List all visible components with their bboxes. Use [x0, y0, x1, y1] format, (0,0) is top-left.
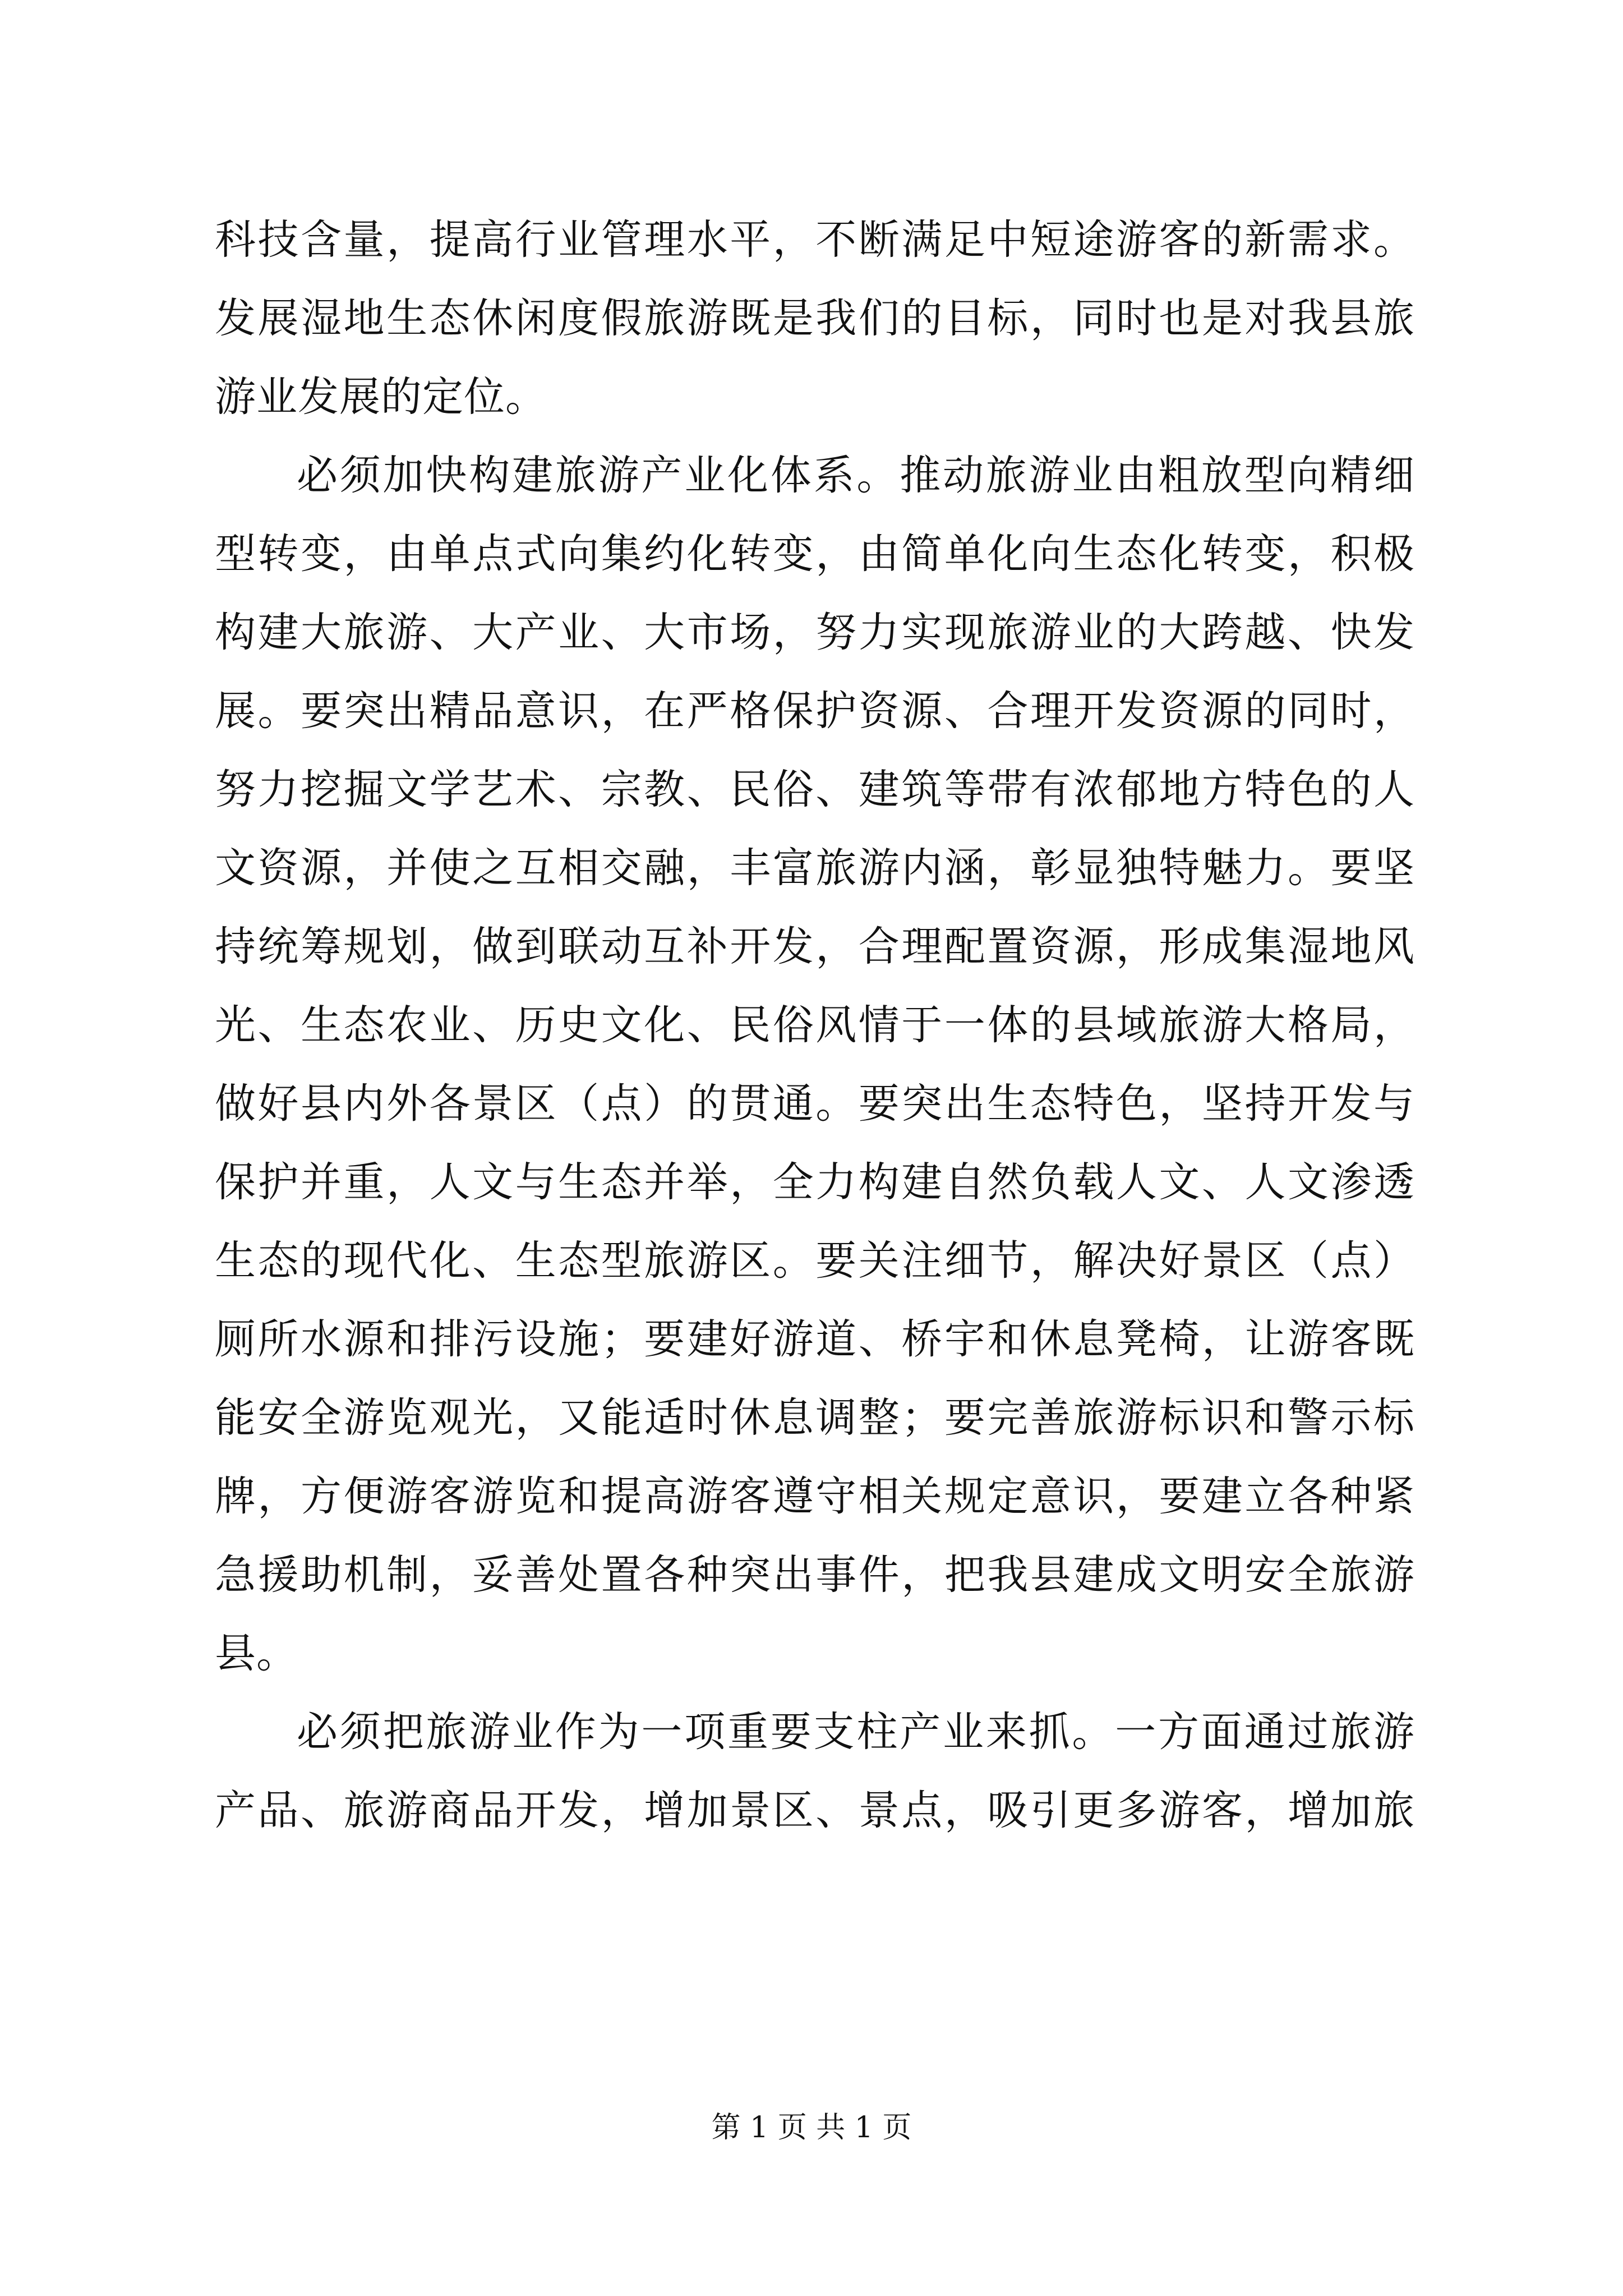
body-line: 型转变，由单点式向集约化转变，由简单化向生态化转变，积极: [215, 530, 1415, 578]
body-line: 构建大旅游、大产业、大市场，努力实现旅游业的大跨越、快发: [215, 609, 1415, 656]
body-line: 生态的现代化、生态型旅游区。要关注细节，解决好景区（点）: [215, 1237, 1415, 1285]
body-line: 能安全游览观光，又能适时休息调整；要完善旅游标识和警示标: [215, 1394, 1415, 1442]
body-line: 展。要突出精品意识，在严格保护资源、合理开发资源的同时，: [215, 687, 1415, 735]
body-line: 科技含量，提高行业管理水平，不断满足中短途游客的新需求。: [215, 216, 1415, 264]
page-footer: 第 1 页 共 1 页: [711, 2111, 912, 2145]
body-line: 保护并重，人文与生态并举，全力构建自然负载人文、人文渗透: [215, 1158, 1415, 1206]
body-line: 文资源，并使之互相交融，丰富旅游内涵，彰显独特魅力。要坚: [215, 844, 1415, 892]
body-line: 产品、旅游商品开发，增加景区、景点，吸引更多游客，增加旅: [215, 1787, 1415, 1834]
body-line: 急援助机制，妥善处置各种突出事件，把我县建成文明安全旅游: [215, 1551, 1415, 1599]
body-line: 县。: [215, 1630, 298, 1677]
document-body: [215, 201, 1415, 1850]
body-line: 光、生态农业、历史文化、民俗风情于一体的县域旅游大格局，: [215, 1001, 1415, 1049]
paragraph-start-line: 必须把旅游业作为一项重要支柱产业来抓。一方面通过旅游: [297, 1708, 1415, 1756]
body-line: 发展湿地生态休闲度假旅游既是我们的目标，同时也是对我县旅: [215, 295, 1415, 342]
body-line: 做好县内外各景区（点）的贯通。要突出生态特色，坚持开发与: [215, 1080, 1415, 1128]
body-line: 游业发展的定位。: [215, 373, 547, 421]
body-line: 努力挖掘文学艺术、宗教、民俗、建筑等带有浓郁地方特色的人: [215, 766, 1415, 813]
body-line: 持统筹规划，做到联动互补开发，合理配置资源，形成集湿地风: [215, 923, 1415, 970]
body-line: 厕所水源和排污设施；要建好游道、桥宇和休息凳椅，让游客既: [215, 1315, 1415, 1363]
paragraph-start-line: 必须加快构建旅游产业化体系。推动旅游业由粗放型向精细: [297, 452, 1415, 499]
body-line: 牌，方便游客游览和提高游客遵守相关规定意识，要建立各种紧: [215, 1473, 1415, 1520]
